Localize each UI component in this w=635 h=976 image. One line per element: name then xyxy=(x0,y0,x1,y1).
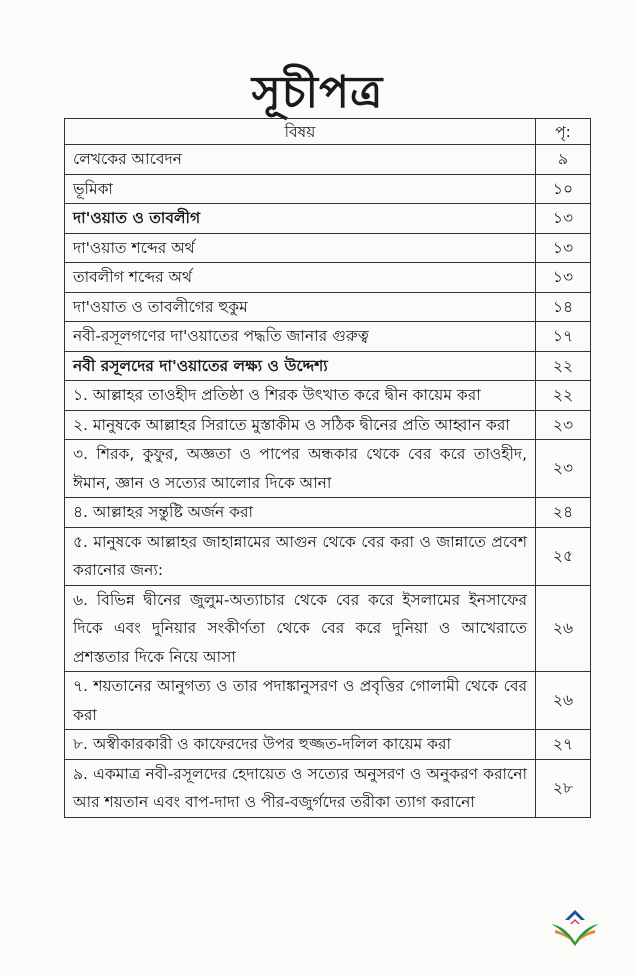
toc-row xyxy=(65,145,591,175)
header-subject: বিষয় xyxy=(65,119,536,145)
toc-page-number: ২৪ xyxy=(536,498,591,528)
toc-row xyxy=(65,351,591,381)
toc-page-number: ২৭ xyxy=(536,730,591,760)
toc-subject: দা'ওয়াত শব্দের অর্থ xyxy=(65,233,536,263)
toc-subject: ২. মানুষকে আল্লাহর সিরাতে মুস্তাকীম ও সঠিক দ্বীনের প্রতি আহ্বান করা xyxy=(65,410,536,440)
toc-row xyxy=(65,292,591,322)
toc-row xyxy=(65,233,591,263)
toc-page-number: ১৭ xyxy=(536,322,591,352)
toc-page-number: ২২ xyxy=(536,351,591,381)
toc-page-number: ২৫ xyxy=(536,527,591,585)
toc-page-number: ২৮ xyxy=(536,759,591,817)
toc-subject: ১. আল্লাহর তাওহীদ প্রতিষ্ঠা ও শিরক উৎখাত করে দ্বীন কায়েম করা xyxy=(65,381,536,411)
toc-subject: ৭. শয়তানের আনুগত্য ও তার পদাঙ্কানুসরণ ও প্রবৃত্তির গোলামী থেকে বের করা xyxy=(65,672,536,730)
toc-page-number: ২৩ xyxy=(536,440,591,498)
toc-row xyxy=(65,204,591,234)
book-logo-icon xyxy=(549,908,601,948)
toc-row xyxy=(65,498,591,528)
toc-subject: ৩. শিরক, কুফুর, অজ্ঞতা ও পাপের অন্ধকার থেকে বের করে তাওহীদ, ঈমান, জ্ঞান ও সত্যের আলোর দিকে আনা xyxy=(65,440,536,498)
toc-row xyxy=(65,410,591,440)
logo-book-green xyxy=(551,924,599,946)
toc-subject: নবী রসূলদের দা'ওয়াতের লক্ষ্য ও উদ্দেশ্য xyxy=(65,351,536,381)
toc-row xyxy=(65,381,591,411)
logo-roof xyxy=(565,910,585,920)
toc-subject: ৪. আল্লাহর সন্তুষ্টি অর্জন করা xyxy=(65,498,536,528)
toc-subject: নবী-রসূলগণের দা'ওয়াতের পদ্ধতি জানার গুরুত্ব xyxy=(65,322,536,352)
logo-arrow xyxy=(570,919,580,924)
toc-row xyxy=(65,730,591,760)
toc-subject: ৯. একমাত্র নবী-রসূলদের হেদায়েত ও সত্যের অনুসরণ ও অনুকরণ করানো আর শয়তান এবং বাপ-দাদা ও পীর-বজুর্গদের তরীকা ত্যাগ করানো xyxy=(65,759,536,817)
toc-subject: ৫. মানুষকে আল্লাহর জাহান্নামের আগুন থেকে বের করা ও জান্নাতে প্রবেশ করানোর জন্য: xyxy=(65,527,536,585)
toc-page-number: ২৬ xyxy=(536,585,591,672)
toc-row xyxy=(65,759,591,817)
toc-page-number: ১০ xyxy=(536,174,591,204)
toc-row xyxy=(65,672,591,730)
toc-subject: ৮. অস্বীকারকারী ও কাফেরদের উপর হুজ্জত-দলিল কায়েম করা xyxy=(65,730,536,760)
toc-row xyxy=(65,263,591,293)
table-of-contents xyxy=(64,118,591,818)
toc-subject: ৬. বিভিন্ন দ্বীনের জুলুম-অত্যাচার থেকে বের করে ইসলামের ইনসাফের দিকে এবং দুনিয়ার সংকীর্ণতা থেকে বের করে দুনিয়া ও আখেরাতে প্রশস্ততার দিকে নিয়ে আসা xyxy=(65,585,536,672)
toc-page-number: ২৩ xyxy=(536,410,591,440)
toc-subject: ভূমিকা xyxy=(65,174,536,204)
table-body xyxy=(65,145,591,818)
toc-row xyxy=(65,585,591,672)
toc-row xyxy=(65,174,591,204)
header-page: পৃ: xyxy=(536,119,591,145)
toc-subject: দা'ওয়াত ও তাবলীগের হুকুম xyxy=(65,292,536,322)
toc-page-number: ২৬ xyxy=(536,672,591,730)
toc-subject: দা'ওয়াত ও তাবলীগ xyxy=(65,204,536,234)
toc-row xyxy=(65,440,591,498)
toc-row xyxy=(65,527,591,585)
page-title: সূচীপত্র xyxy=(251,67,384,118)
toc-page-number: ১৩ xyxy=(536,233,591,263)
toc-page-number: ১৩ xyxy=(536,204,591,234)
table-header-row xyxy=(65,119,591,145)
toc-subject: তাবলীগ শব্দের অর্থ xyxy=(65,263,536,293)
toc-page-number: ৯ xyxy=(536,145,591,175)
toc-page-number: ২২ xyxy=(536,381,591,411)
toc-page-number: ১৩ xyxy=(536,263,591,293)
toc-subject: লেখকের আবেদন xyxy=(65,145,536,175)
toc-page-number: ১৪ xyxy=(536,292,591,322)
toc-row xyxy=(65,322,591,352)
